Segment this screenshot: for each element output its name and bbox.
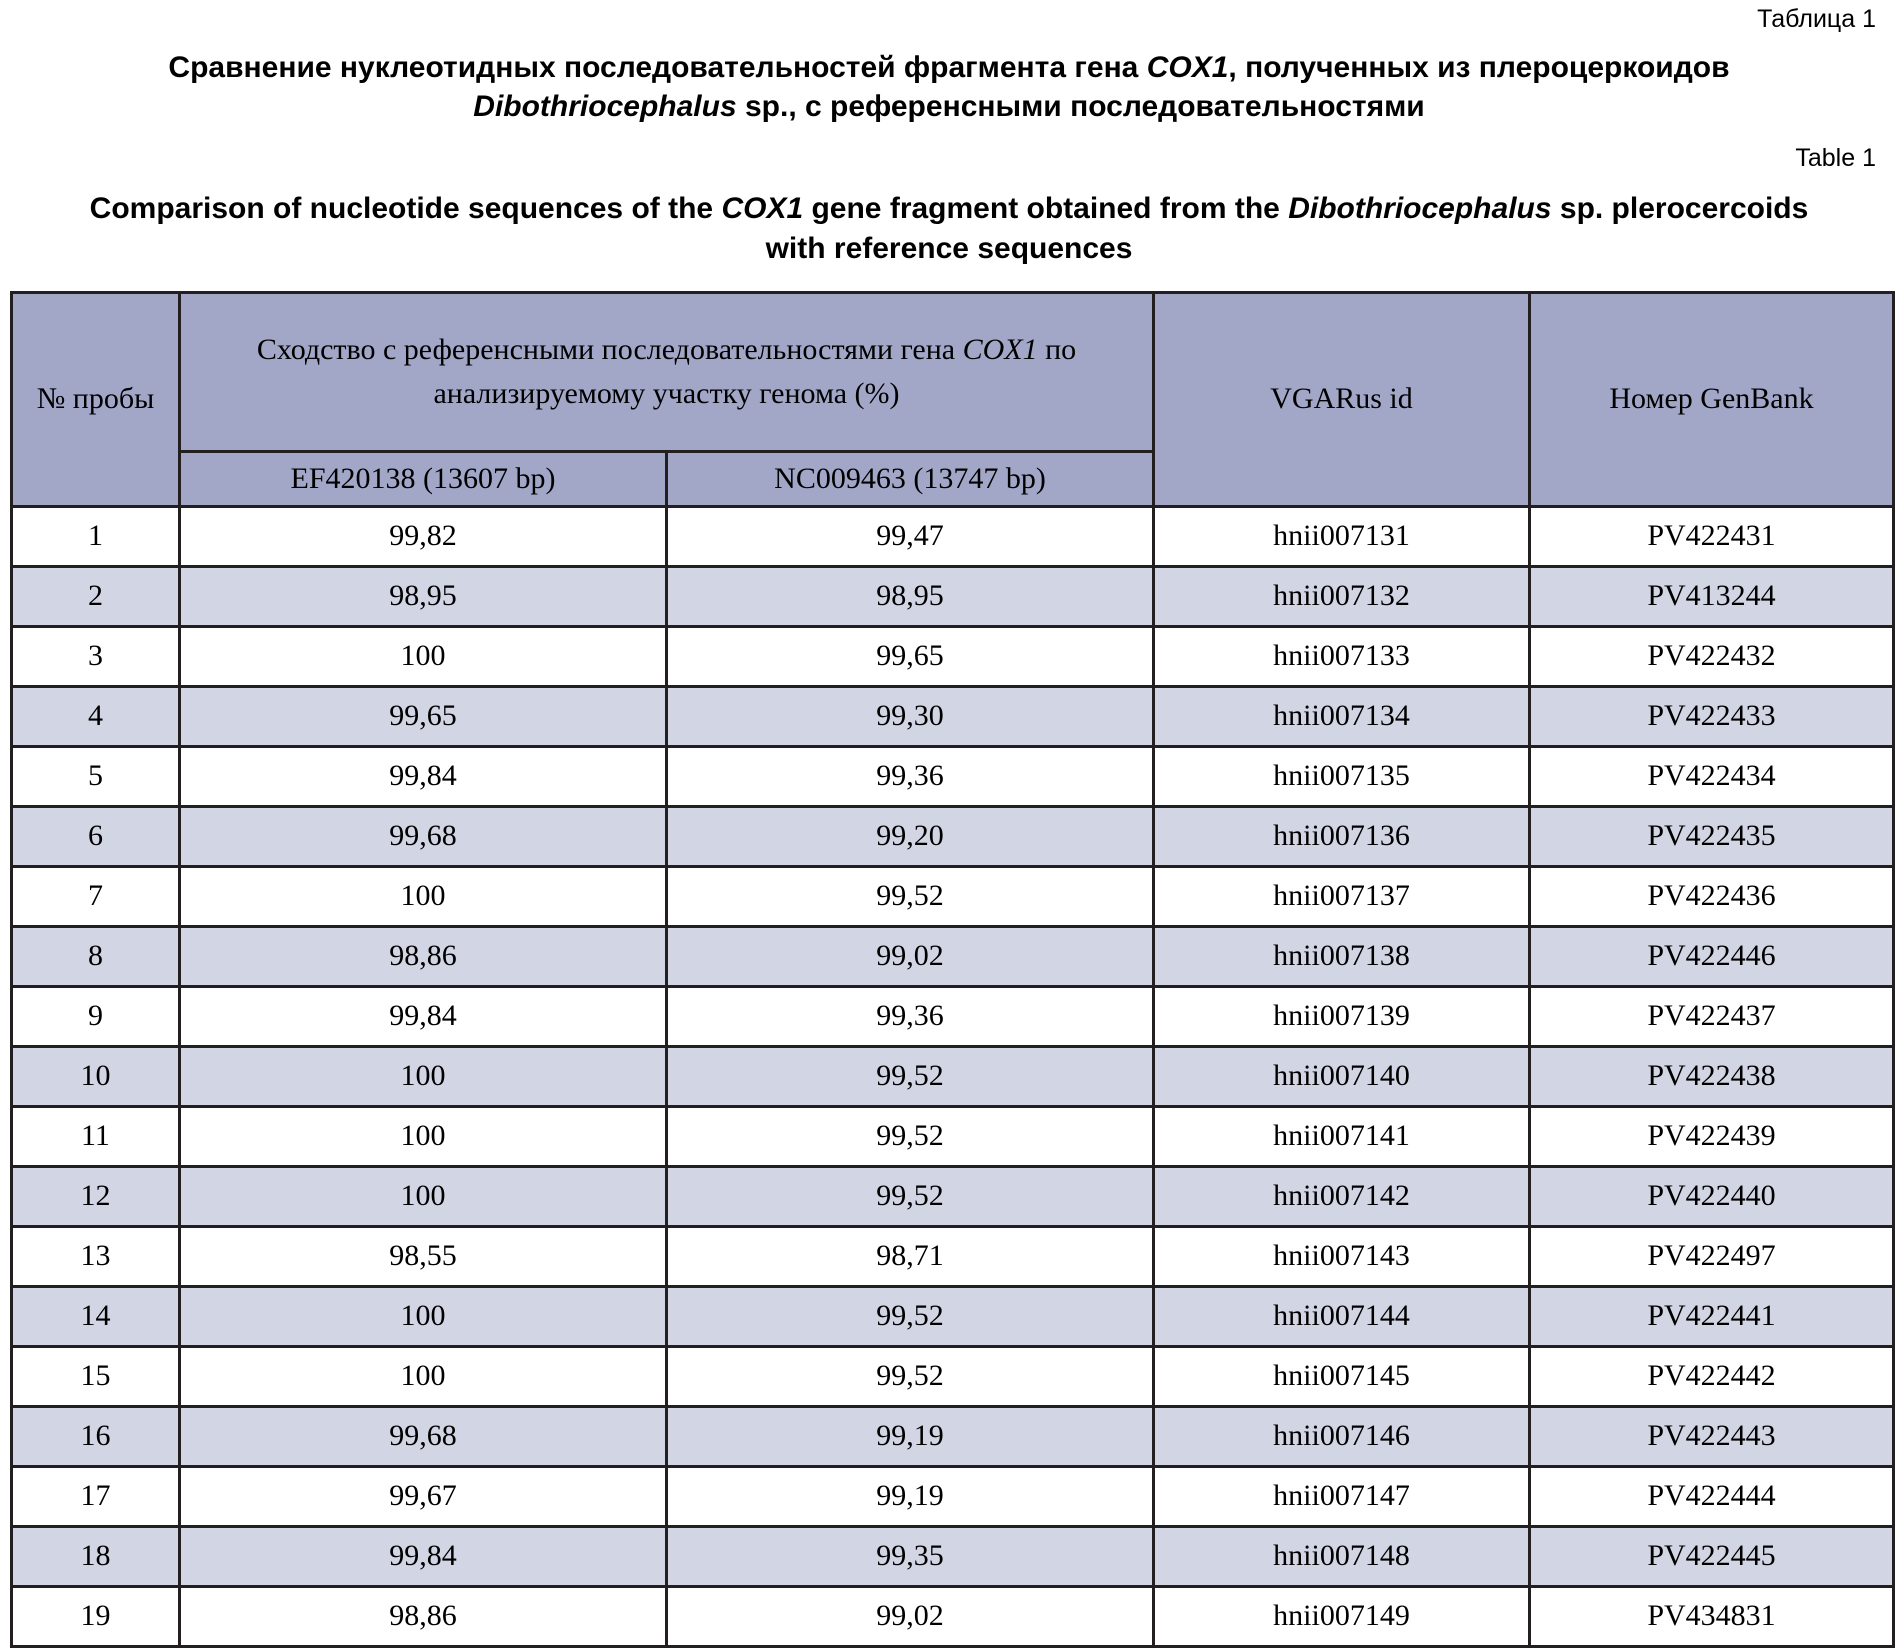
title-ru-gene-name: COX1 — [1146, 50, 1229, 84]
table-row — [12, 806, 1894, 866]
cell-sample-number: 17 — [12, 1466, 180, 1526]
table-row — [12, 1466, 1894, 1526]
table-header — [12, 292, 1894, 506]
column-header-sample-number: № пробы — [12, 292, 180, 506]
cell-vgarus-id: hnii007136 — [1154, 806, 1530, 866]
cell-similarity-nc009463: 99,52 — [667, 1046, 1154, 1106]
cell-vgarus-id: hnii007143 — [1154, 1226, 1530, 1286]
cell-similarity-ef420138: 99,67 — [180, 1466, 667, 1526]
table-row — [12, 986, 1894, 1046]
title-ru-segment-1: Сравнение нуклеотидных последовательностей фрагмента гена — [168, 50, 1147, 84]
cell-vgarus-id: hnii007133 — [1154, 626, 1530, 686]
cell-similarity-nc009463: 99,19 — [667, 1406, 1154, 1466]
cell-genbank-number: PV422436 — [1530, 866, 1894, 926]
table-row — [12, 1286, 1894, 1346]
cell-similarity-nc009463: 98,95 — [667, 566, 1154, 626]
cell-sample-number: 11 — [12, 1106, 180, 1166]
cell-vgarus-id: hnii007147 — [1154, 1466, 1530, 1526]
cell-genbank-number: PV422444 — [1530, 1466, 1894, 1526]
cell-similarity-nc009463: 99,36 — [667, 746, 1154, 806]
cell-similarity-nc009463: 99,52 — [667, 866, 1154, 926]
cell-genbank-number: PV413244 — [1530, 566, 1894, 626]
cell-vgarus-id: hnii007137 — [1154, 866, 1530, 926]
table-number-ru: Таблица 1 — [1757, 5, 1876, 33]
table-row — [12, 1406, 1894, 1466]
cell-vgarus-id: hnii007135 — [1154, 746, 1530, 806]
table-row — [12, 1586, 1894, 1646]
cell-vgarus-id: hnii007139 — [1154, 986, 1530, 1046]
table-row — [12, 1106, 1894, 1166]
title-ru-segment-3: sp., с референсными последовательностями — [736, 90, 1425, 124]
cell-sample-number: 15 — [12, 1346, 180, 1406]
cell-similarity-ef420138: 99,84 — [180, 1526, 667, 1586]
cell-genbank-number: PV422442 — [1530, 1346, 1894, 1406]
cell-similarity-ef420138: 99,68 — [180, 806, 667, 866]
cell-similarity-ef420138: 100 — [180, 1106, 667, 1166]
cell-sample-number: 6 — [12, 806, 180, 866]
cell-similarity-ef420138: 100 — [180, 1166, 667, 1226]
cell-vgarus-id: hnii007145 — [1154, 1346, 1530, 1406]
table-row — [12, 1166, 1894, 1226]
title-en-gene-name: COX1 — [721, 191, 804, 225]
cell-vgarus-id: hnii007148 — [1154, 1526, 1530, 1586]
similarity-group-segment-2: по анализируемому участку генома (%) — [433, 333, 1077, 410]
column-header-similarity-group — [180, 292, 1154, 451]
cell-sample-number: 16 — [12, 1406, 180, 1466]
column-header-ref-nc009463: NC009463 (13747 bp) — [667, 451, 1154, 506]
cell-similarity-nc009463: 99,52 — [667, 1166, 1154, 1226]
cell-similarity-nc009463: 99,52 — [667, 1106, 1154, 1166]
cell-similarity-nc009463: 99,02 — [667, 1586, 1154, 1646]
similarity-group-gene-name: COX1 — [962, 333, 1038, 367]
cell-vgarus-id: hnii007144 — [1154, 1286, 1530, 1346]
column-header-genbank-number: Номер GenBank — [1530, 292, 1894, 506]
cell-sample-number: 8 — [12, 926, 180, 986]
cell-similarity-nc009463: 98,71 — [667, 1226, 1154, 1286]
cell-similarity-ef420138: 98,86 — [180, 926, 667, 986]
title-en-genus-name: Dibothriocephalus — [1288, 191, 1552, 225]
cell-vgarus-id: hnii007142 — [1154, 1166, 1530, 1226]
cell-sample-number: 9 — [12, 986, 180, 1046]
cell-similarity-nc009463: 99,19 — [667, 1466, 1154, 1526]
cell-genbank-number: PV422437 — [1530, 986, 1894, 1046]
cell-sample-number: 19 — [12, 1586, 180, 1646]
cell-sample-number: 5 — [12, 746, 180, 806]
cell-similarity-nc009463: 99,30 — [667, 686, 1154, 746]
cell-genbank-number: PV422434 — [1530, 746, 1894, 806]
cell-similarity-ef420138: 99,82 — [180, 506, 667, 566]
cell-similarity-nc009463: 99,52 — [667, 1346, 1154, 1406]
cell-sample-number: 4 — [12, 686, 180, 746]
column-header-ref-ef420138: EF420138 (13607 bp) — [180, 451, 667, 506]
cell-sample-number: 7 — [12, 866, 180, 926]
cell-genbank-number: PV434831 — [1530, 1586, 1894, 1646]
table-row — [12, 626, 1894, 686]
cell-vgarus-id: hnii007140 — [1154, 1046, 1530, 1106]
cell-genbank-number: PV422439 — [1530, 1106, 1894, 1166]
table-row — [12, 1526, 1894, 1586]
cell-similarity-nc009463: 99,02 — [667, 926, 1154, 986]
cell-similarity-ef420138: 99,84 — [180, 986, 667, 1046]
cell-sample-number: 14 — [12, 1286, 180, 1346]
table-row — [12, 746, 1894, 806]
cell-similarity-nc009463: 99,35 — [667, 1526, 1154, 1586]
cell-genbank-number: PV422446 — [1530, 926, 1894, 986]
cell-genbank-number: PV422445 — [1530, 1526, 1894, 1586]
cell-vgarus-id: hnii007134 — [1154, 686, 1530, 746]
similarity-group-segment-1: Сходство с референсными последовательностями гена — [256, 333, 963, 367]
cell-vgarus-id: hnii007141 — [1154, 1106, 1530, 1166]
title-en-segment-1: Comparison of nucleotide sequences of the — [89, 191, 722, 225]
cell-genbank-number: PV422435 — [1530, 806, 1894, 866]
cell-similarity-ef420138: 98,86 — [180, 1586, 667, 1646]
table-header-row-primary — [12, 292, 1894, 451]
cell-genbank-number: PV422440 — [1530, 1166, 1894, 1226]
table-row — [12, 566, 1894, 626]
cell-similarity-ef420138: 98,95 — [180, 566, 667, 626]
cell-similarity-ef420138: 100 — [180, 1286, 667, 1346]
table-title-en — [69, 189, 1829, 269]
cell-sample-number: 1 — [12, 506, 180, 566]
table-row — [12, 1226, 1894, 1286]
cell-similarity-nc009463: 99,36 — [667, 986, 1154, 1046]
cell-sample-number: 10 — [12, 1046, 180, 1106]
cell-sample-number: 2 — [12, 566, 180, 626]
cell-similarity-nc009463: 99,52 — [667, 1286, 1154, 1346]
cell-vgarus-id: hnii007132 — [1154, 566, 1530, 626]
cell-genbank-number: PV422433 — [1530, 686, 1894, 746]
cell-genbank-number: PV422431 — [1530, 506, 1894, 566]
cell-similarity-ef420138: 100 — [180, 866, 667, 926]
cell-sample-number: 13 — [12, 1226, 180, 1286]
cell-similarity-ef420138: 100 — [180, 1346, 667, 1406]
cell-vgarus-id: hnii007146 — [1154, 1406, 1530, 1466]
table-row — [12, 506, 1894, 566]
cell-genbank-number: PV422441 — [1530, 1286, 1894, 1346]
cell-vgarus-id: hnii007149 — [1154, 1586, 1530, 1646]
cell-genbank-number: PV422443 — [1530, 1406, 1894, 1466]
cell-sample-number: 3 — [12, 626, 180, 686]
column-header-vgarus-id: VGARus id — [1154, 292, 1530, 506]
cell-similarity-nc009463: 99,65 — [667, 626, 1154, 686]
table-row — [12, 1046, 1894, 1106]
table-row — [12, 686, 1894, 746]
cell-similarity-nc009463: 99,20 — [667, 806, 1154, 866]
table-number-en: Table 1 — [1795, 144, 1876, 173]
title-ru-segment-2: , полученных из плероцеркоидов — [1228, 50, 1730, 84]
cell-similarity-ef420138: 99,84 — [180, 746, 667, 806]
cell-similarity-ef420138: 99,65 — [180, 686, 667, 746]
table-row — [12, 866, 1894, 926]
cell-similarity-ef420138: 100 — [180, 1046, 667, 1106]
title-ru-genus-name: Dibothriocephalus — [473, 90, 737, 124]
comparison-table — [10, 291, 1895, 1648]
cell-sample-number: 12 — [12, 1166, 180, 1226]
cell-similarity-ef420138: 99,68 — [180, 1406, 667, 1466]
cell-similarity-ef420138: 100 — [180, 626, 667, 686]
table-row — [12, 926, 1894, 986]
cell-genbank-number: PV422432 — [1530, 626, 1894, 686]
table-body — [12, 506, 1894, 1646]
cell-similarity-nc009463: 99,47 — [667, 506, 1154, 566]
cell-genbank-number: PV422497 — [1530, 1226, 1894, 1286]
title-en-segment-2: gene fragment obtained from the — [803, 191, 1289, 225]
title-en-segment-3: sp. plerocercoids with reference sequences — [765, 191, 1809, 265]
cell-similarity-ef420138: 98,55 — [180, 1226, 667, 1286]
cell-vgarus-id: hnii007131 — [1154, 506, 1530, 566]
cell-sample-number: 18 — [12, 1526, 180, 1586]
table-page — [0, 5, 1898, 1633]
table-title-ru — [119, 48, 1779, 128]
cell-vgarus-id: hnii007138 — [1154, 926, 1530, 986]
cell-genbank-number: PV422438 — [1530, 1046, 1894, 1106]
table-row — [12, 1346, 1894, 1406]
